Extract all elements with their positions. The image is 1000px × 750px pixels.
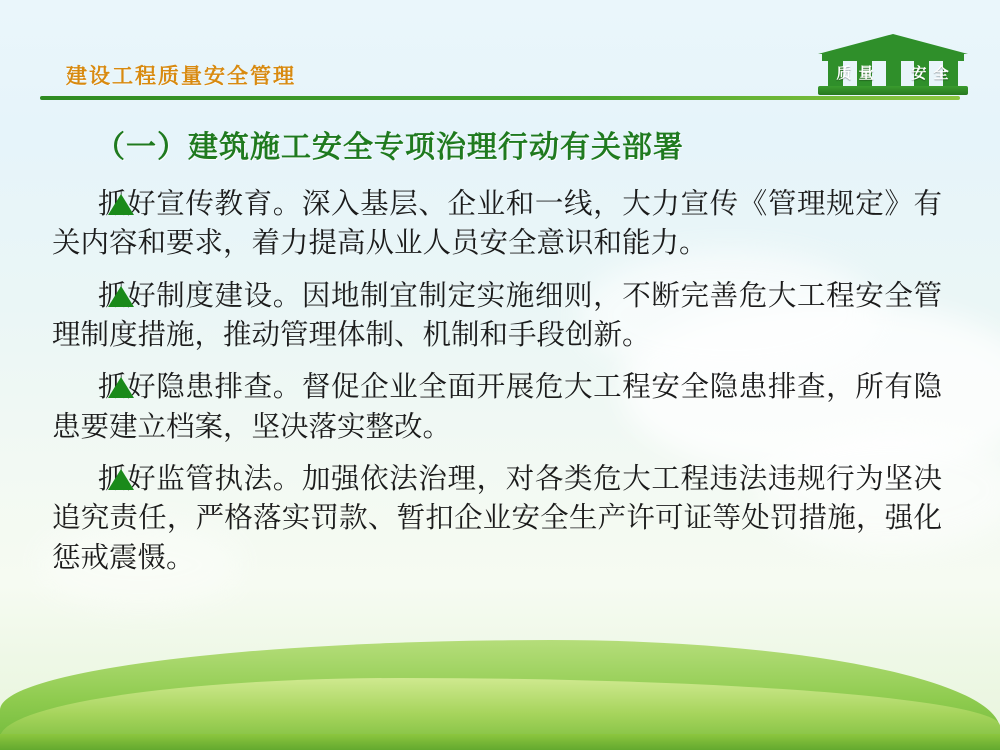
header-divider [40,96,960,100]
emblem-base-icon [818,86,968,95]
list-item-text: 抓好制度建设。因地制宜制定实施细则，不断完善危大工程安全管理制度措施，推动管理体制、机制和手段创新。 [52,278,942,351]
emblem-text [818,62,968,83]
bullet-list [0,184,1000,577]
list-item [52,184,942,263]
triangle-bullet-icon [108,377,134,398]
list-item-text: 抓好监管执法。加强依法治理，对各类危大工程违法违规行为坚决追究责任，严格落实罚款、暂扣企业安全生产许可证等处罚措施，强化惩戒震慑。 [52,461,942,574]
emblem-text-right: 安 全 [911,64,950,82]
list-item-text: 抓好隐患排查。督促企业全面开展危大工程安全隐患排查，所有隐患要建立档案，坚决落实整改。 [52,370,942,443]
emblem-roof-icon [818,34,968,54]
list-item [52,459,942,577]
emblem-beam-icon [822,54,964,61]
bottom-green-strip [0,734,1000,750]
header-title: 建设工程质量安全管理 [66,64,296,88]
triangle-bullet-icon [108,286,134,307]
quality-safety-emblem-icon [818,34,968,96]
list-item [52,367,942,446]
list-item [52,276,942,355]
page-title: （一）建筑施工安全专项治理行动有关部署 [95,130,684,165]
list-item-text: 抓好宣传教育。深入基层、企业和一线，大力宣传《管理规定》有关内容和要求，着力提高从业人员安全意识和能力。 [52,187,942,260]
emblem-text-left: 质 量 [836,64,875,82]
triangle-bullet-icon [108,194,134,215]
slide-content [0,110,1000,590]
triangle-bullet-icon [108,469,134,490]
